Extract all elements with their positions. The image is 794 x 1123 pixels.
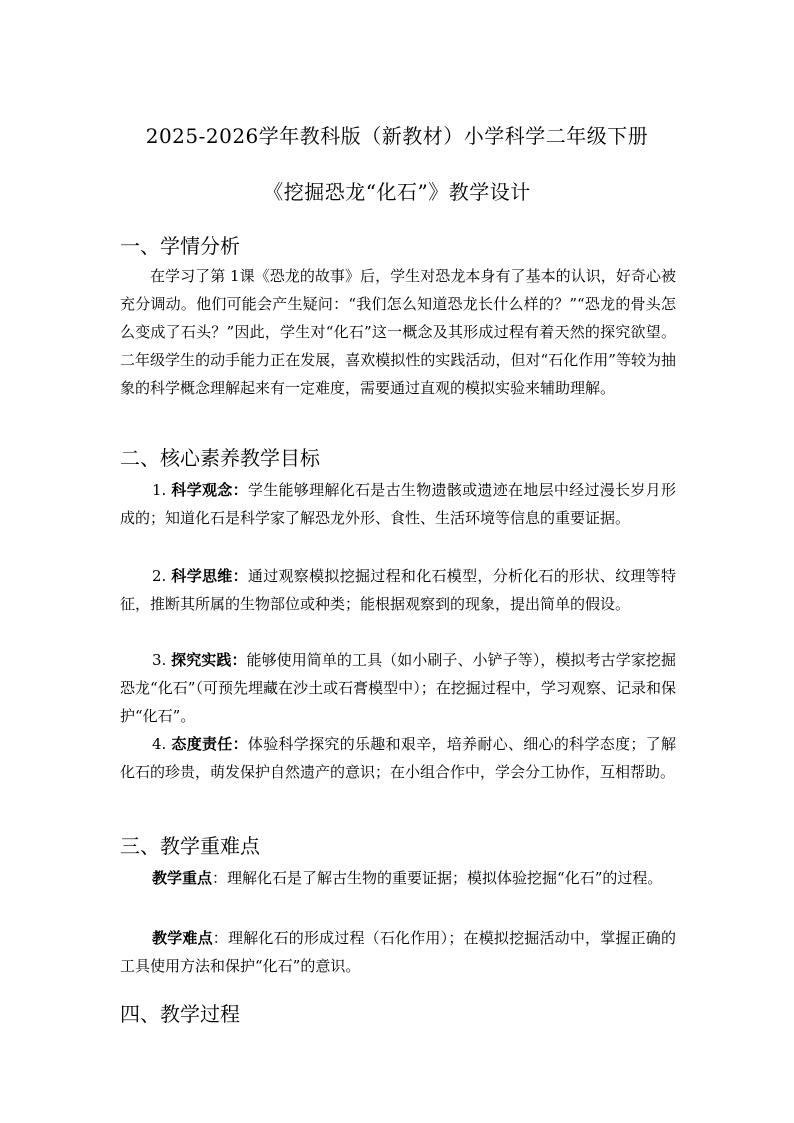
section-heading-key-difficult: 三、教学重难点 [120, 834, 260, 858]
goal-item [120, 562, 676, 618]
key-point-colon: ： [212, 869, 228, 887]
goal-item [120, 646, 676, 730]
section-heading-learning-analysis: 一、学情分析 [120, 234, 240, 258]
goal-label: 态度责任 [171, 735, 233, 753]
goal-number: 3. [152, 651, 172, 669]
goal-label: 探究实践 [171, 651, 232, 669]
difficult-point-colon: ： [212, 929, 228, 947]
doc-title-line1: 2025-2026学年教科版（新教材）小学科学二年级下册 [145, 124, 649, 148]
section-heading-process: 四、教学过程 [120, 1002, 240, 1026]
goal-label: 科学思维 [171, 567, 233, 585]
goal-item [120, 476, 676, 532]
goal-label: 科学观念 [171, 481, 233, 499]
goal-colon: ： [232, 481, 248, 499]
goal-text: 通过观察模拟挖掘过程和化石模型，分析化石的形状、纹理等特征，推断其所属的生物部位或种类；能根据观察到的现象，提出简单的假设。 [120, 567, 676, 613]
goal-text: 能够使用简单的工具（如小刷子、小铲子等），模拟考古学家挖掘恐龙“化石”（可预先埋藏在沙土或石膏模型中）；在挖掘过程中，学习观察、记录和保护“化石”。 [120, 651, 676, 725]
goal-number: 2. [152, 567, 172, 585]
difficult-point-paragraph [120, 924, 676, 980]
goal-item [120, 730, 676, 786]
goal-text: 体验科学探究的乐趣和艰辛，培养耐心、细心的科学态度；了解化石的珍贵，萌发保护自然遗产的意识；在小组合作中，学会分工协作，互相帮助。 [120, 735, 676, 781]
key-point-text: 理解化石是了解古生物的重要证据；模拟体验挖掘“化石”的过程。 [227, 869, 663, 887]
difficult-point-text: 理解化石的形成过程（石化作用）；在模拟挖掘活动中，掌握正确的工具使用方法和保护“化石”的意识。 [120, 929, 676, 975]
key-point-label: 教学重点 [152, 869, 213, 887]
goal-colon: ： [232, 567, 248, 585]
section-heading-goals: 二、核心素养教学目标 [120, 446, 320, 470]
key-point-paragraph [120, 864, 676, 892]
goal-number: 1. [152, 481, 172, 499]
goal-text: 学生能够理解化石是古生物遗骸或遗迹在地层中经过漫长岁月形成的；知道化石是科学家了解恐龙外形、食性、生活环境等信息的重要证据。 [120, 481, 676, 527]
learning-analysis-paragraph: 在学习了第 1课《恐龙的故事》后，学生对恐龙本身有了基本的认识，好奇心被充分调动。他们可能会产生疑问：“我们怎么知道恐龙长什么样的？”“恐龙的骨头怎么变成了石头？”因此，学生对“化石”这一概念及其形成过程有着天然的探究欲望。二年级学生的动手能力正在发展，喜欢模拟性的实践活动，但对“石化作用”等较为抽象的科学概念理解起来有一定难度，需要通过直观的模拟实验来辅助理解。 [120, 267, 676, 397]
goal-number: 4. [152, 735, 172, 753]
goal-colon: ： [232, 735, 248, 753]
doc-title-line2: 《挖掘恐龙“化石”》教学设计 [263, 180, 531, 204]
goal-colon: ： [231, 651, 247, 669]
difficult-point-label: 教学难点 [152, 929, 213, 947]
